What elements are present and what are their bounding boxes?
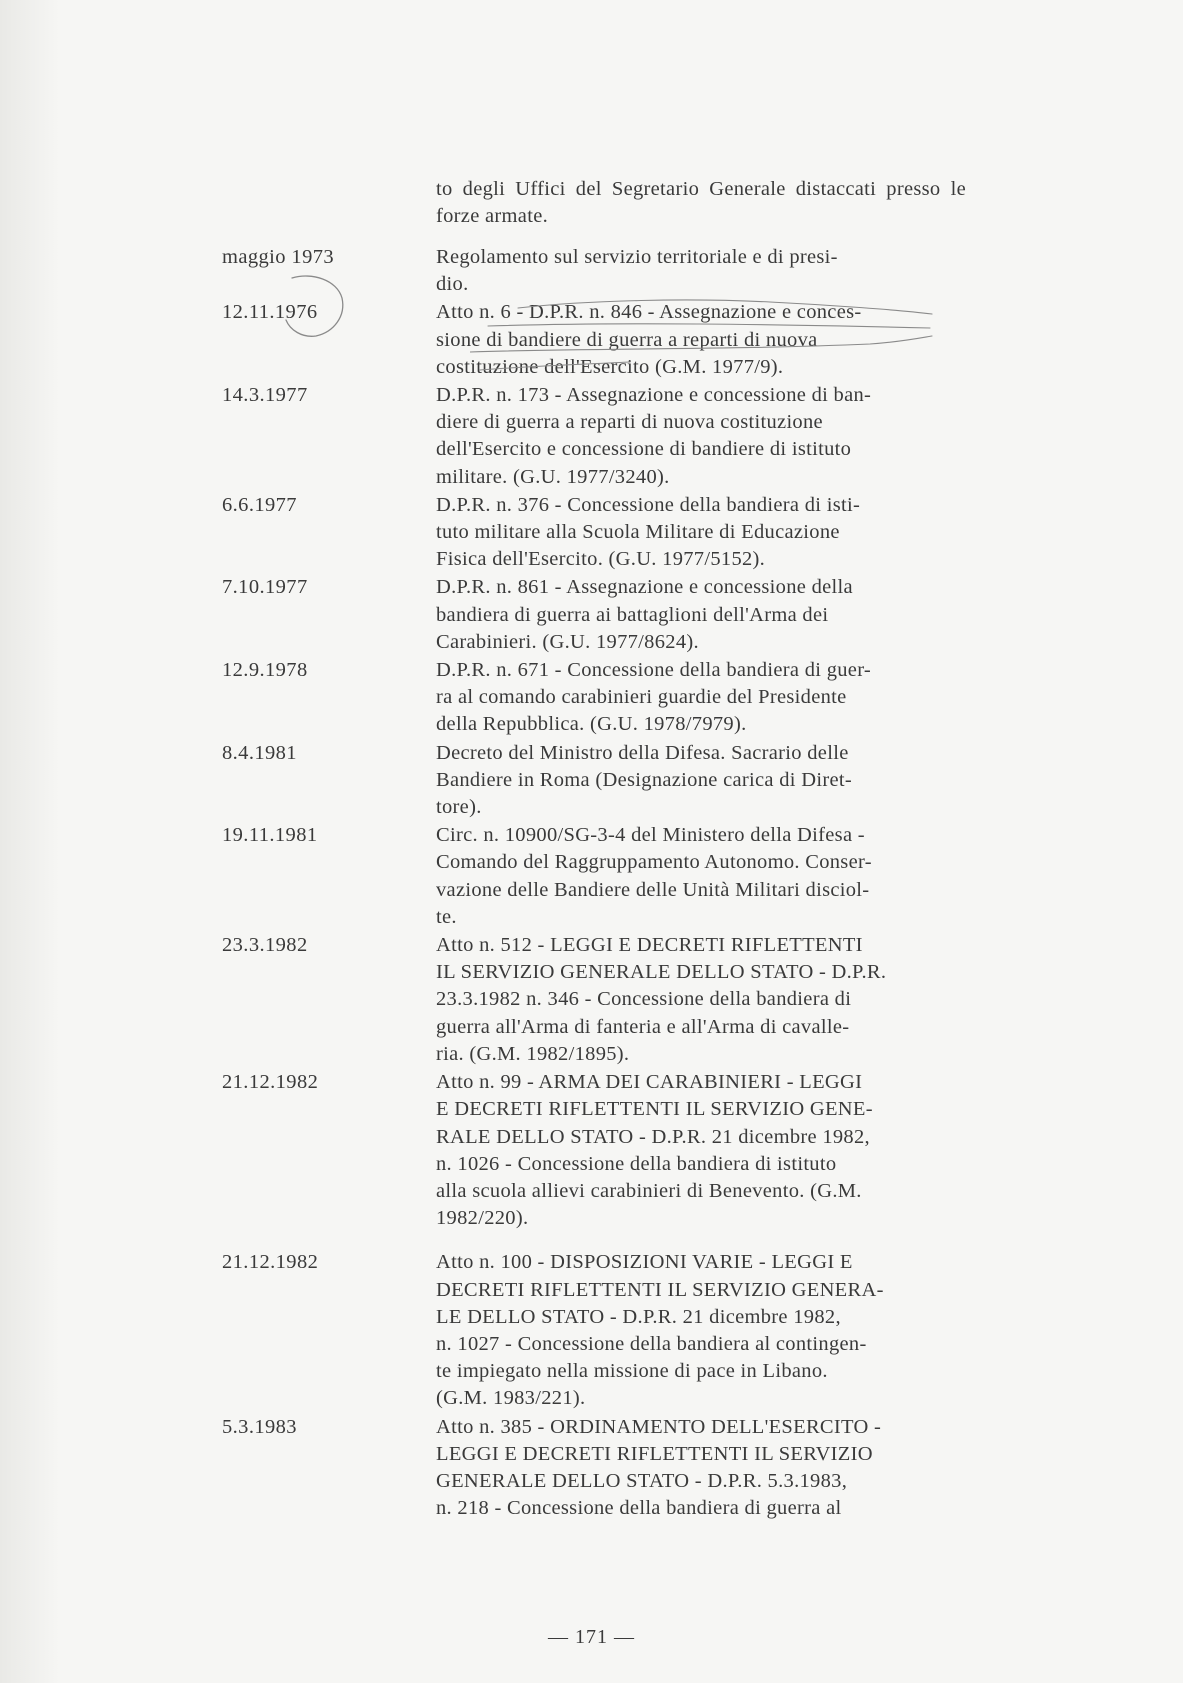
entry-description: Regolamento sul servizio territoriale e di presi- dio. [436,246,838,296]
list-item [222,1069,966,1232]
entry-date: 19.11.1981 [222,824,318,847]
list-item [222,299,966,381]
entry-date: 5.3.1983 [222,1415,297,1438]
entry-description: D.P.R. n. 173 - Assegnazione e concessione di ban- diere di guerra a reparti di nuova costituzione dell'Esercito e concessione di bandiere di istituto militare. (G.U. 1977/3240). [436,384,872,488]
entry-description: Atto n. 385 - ORDINAMENTO DELL'ESERCITO - LEGGI E DECRETI RIFLETTENTI IL SERVIZIO GENERALE DELLO STATO - D.P.R. 5.3.1983, n. 218 - Concessione della bandiera di guerra al [436,1415,882,1520]
list-item [222,932,966,1068]
list-item [222,1414,966,1523]
list-item [222,574,966,656]
entry-date: 12.11.1976 [222,301,318,324]
entry-date: maggio 1973 [222,246,335,268]
entry-date: 21.12.1982 [222,1071,319,1094]
list-item [222,740,966,822]
entry-date: 6.6.1977 [222,493,297,516]
list-item [222,1249,966,1412]
list-item [222,657,966,739]
list-item [222,382,966,491]
entry-date: 14.3.1977 [222,384,308,407]
entry-date: 23.3.1982 [222,934,308,957]
entry-date: 21.12.1982 [222,1251,319,1274]
list-item [222,822,966,931]
intro-continuation-text: to degli Uffici del Segretario Generale distaccati presso le forze armate. [436,178,966,227]
entry-description: Atto n. 6 - D.P.R. n. 846 - Assegnazione e conces- sione di bandiere di guerra a reparti di nuova costituzione dell'Esercito (G.M. 1977/9). [436,301,862,378]
list-item [222,492,966,574]
chronology-list [222,244,966,1523]
entry-description: D.P.R. n. 861 - Assegnazione e concessione della bandiera di guerra ai battaglioni dell'Arma dei Carabinieri. (G.U. 1977/8624). [436,576,853,653]
entry-description: D.P.R. n. 376 - Concessione della bandiera di isti- tuto militare alla Scuola Militare di Educazione Fisica dell'Esercito. (G.U. 1977/5152). [436,493,861,571]
entry-date: 7.10.1977 [222,576,308,599]
entry-description: Decreto del Ministro della Difesa. Sacrario delle Bandiere in Roma (Designazione carica di Diret- tore). [436,741,852,819]
list-item [222,244,966,298]
entry-description: Atto n. 99 - ARMA DEI CARABINIERI - LEGGI E DECRETI RIFLETTENTI IL SERVIZIO GENE- RALE DELLO STATO - D.P.R. 21 dicembre 1982, n. 1026 - Concessione della bandiera di istituto alla scuola allievi carabinieri di Benevento. (G.M. 1982/220). [436,1071,873,1230]
entry-description: Atto n. 100 - DISPOSIZIONI VARIE - LEGGI E DECRETI RIFLETTENTI IL SERVIZIO GENERA- LE DELLO STATO - D.P.R. 21 dicembre 1982, n. 1027 - Concessione della bandiera al contingen- te impiegato nella missione di pace in Libano. (G.M. 1983/221). [436,1251,884,1410]
entry-description: Atto n. 512 - LEGGI E DECRETI RIFLETTENTI IL SERVIZIO GENERALE DELLO STATO - D.P.R. 23.3.1982 n. 346 - Concessione della bandiera di guerra all'Arma di fanteria e all'Arma di cavalle- ria. (G.M. 1982/1895). [436,934,887,1065]
entry-date: 12.9.1978 [222,659,308,682]
entry-date: 8.4.1981 [222,741,297,764]
entry-description: Circ. n. 10900/SG-3-4 del Ministero della Difesa - Comando del Raggruppamento Autonomo. Conser- vazione delle Bandiere delle Unità Militari disciol- te. [436,824,872,928]
page-number: — 171 — [548,1626,635,1648]
entry-description: D.P.R. n. 671 - Concessione della bandiera di guer- ra al comando carabinieri guardie del Presidente della Repubblica. (G.U. 1978/7979). [436,659,872,736]
